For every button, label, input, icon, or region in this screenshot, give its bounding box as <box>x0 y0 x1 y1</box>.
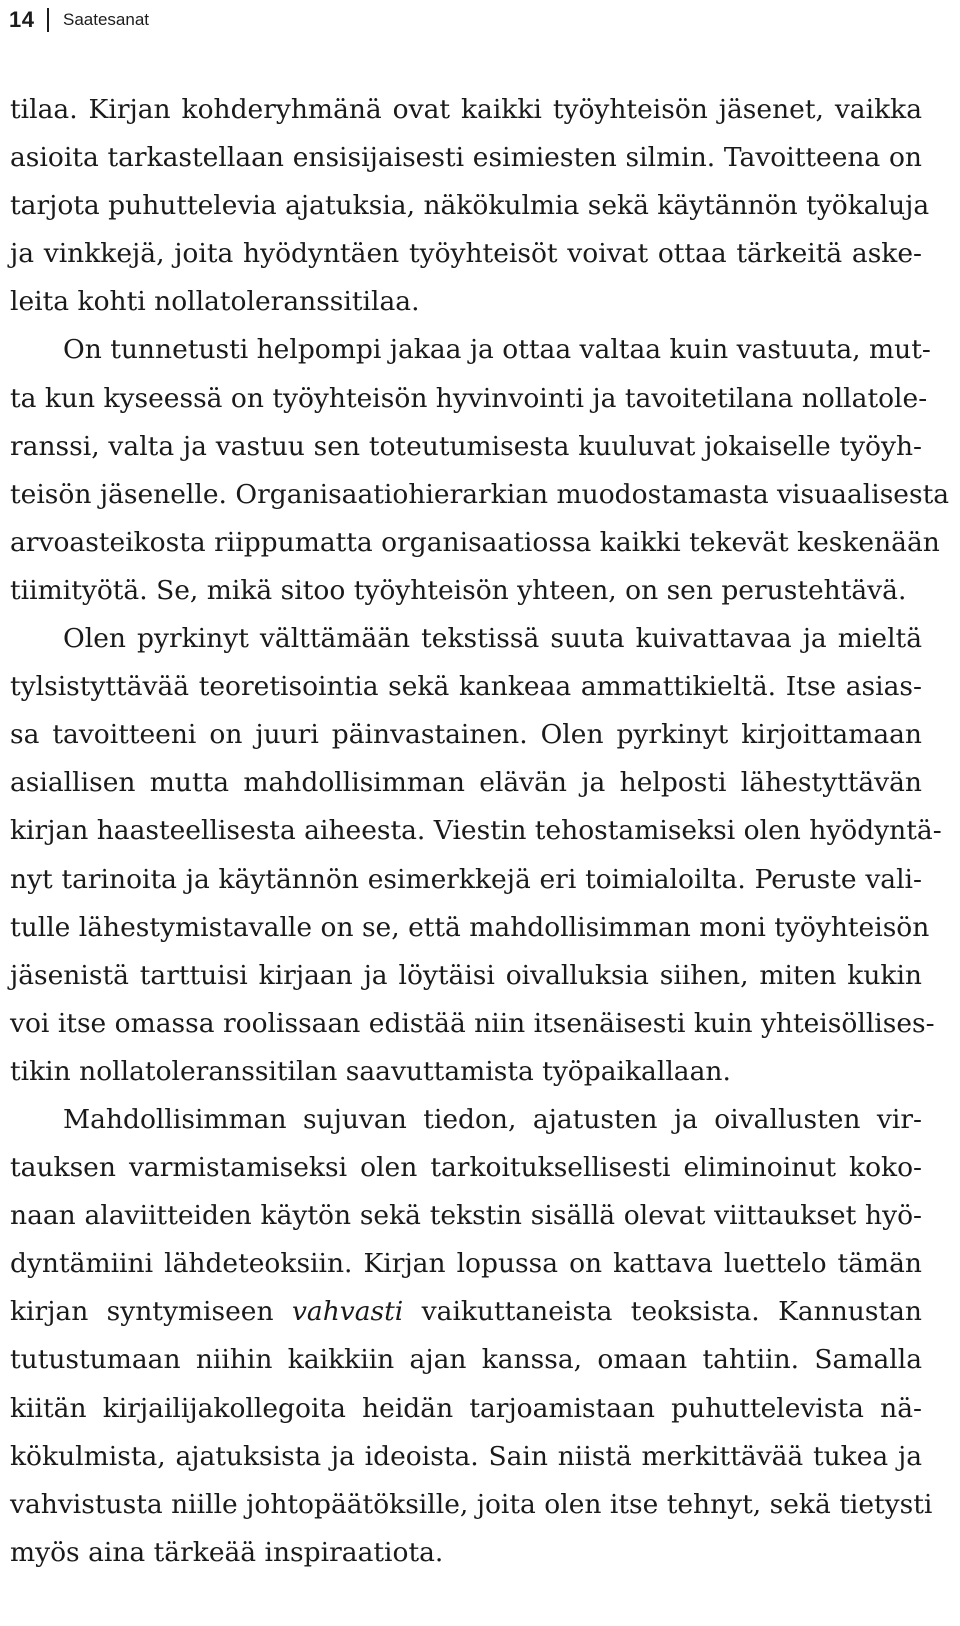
text-line: ta kun kyseessä on työyhteisön hyvinvointi ja tavoitetilana nollatole- <box>10 382 928 414</box>
body-text <box>10 86 950 1577</box>
text-line: kirjan haasteellisesta aiheesta. Viestin tehostamiseksi olen hyödyntä- <box>10 815 942 847</box>
text-fragment: vaikuttaneista teoksista. Kannustan <box>403 1296 922 1328</box>
text-line: Olen pyrkinyt välttämään tekstissä suuta kuivattavaa ja mieltä <box>63 623 922 655</box>
text-line: naan alaviitteiden käytön sekä tekstin sisällä olevat viittaukset hyö- <box>10 1200 922 1232</box>
text-line: myös aina tärkeää inspiraatiota. <box>10 1536 444 1568</box>
text-line-with-emphasis <box>10 1288 922 1336</box>
paragraph-4 <box>10 1096 933 1577</box>
paragraph-1 <box>10 86 930 326</box>
text-line: teisön jäsenelle. Organisaatiohierarkian muodostamasta visuaalisesta <box>10 478 950 510</box>
text-line: Mahdollisimman sujuvan tiedon, ajatusten ja oivallusten vir- <box>63 1103 922 1135</box>
text-fragment: kirjan syntymiseen <box>10 1296 292 1328</box>
page-header <box>9 4 149 36</box>
paragraph-3 <box>10 615 942 1096</box>
text-line: tylsistyttävää teoretisointia sekä kankeaa ammattikieltä. Itse asias- <box>10 671 922 703</box>
text-line: tauksen varmistamiseksi olen tarkoituksellisesti eliminoinut koko- <box>10 1152 922 1184</box>
text-line: tarjota puhuttelevia ajatuksia, näkökulmia sekä käytännön työkaluja <box>10 190 930 222</box>
text-line: tiimityötä. Se, mikä sitoo työyhteisön yhteen, on sen perustehtävä. <box>10 574 907 606</box>
text-line: asioita tarkastellaan ensisijaisesti esimiesten silmin. Tavoitteena on <box>10 142 922 174</box>
text-line: vahvistusta niille johtopäätöksille, joita olen itse tehnyt, sekä tietysti <box>10 1488 933 1520</box>
header-divider <box>47 8 49 32</box>
text-line: On tunnetusti helpompi jakaa ja ottaa valtaa kuin vastuuta, mut- <box>63 334 931 366</box>
text-line: tikin nollatoleranssitilan saavuttamista työpaikallaan. <box>10 1055 731 1087</box>
text-line: nyt tarinoita ja käytännön esimerkkejä eri toimialoilta. Peruste vali- <box>10 863 922 895</box>
text-line: ja vinkkejä, joita hyödyntäen työyhteisöt voivat ottaa tärkeitä aske- <box>10 238 922 270</box>
text-line: kiitän kirjailijakollegoita heidän tarjoamistaan puhuttelevista nä- <box>10 1392 922 1424</box>
paragraph-2 <box>10 326 950 615</box>
text-line: jäsenistä tarttuisi kirjaan ja löytäisi oivalluksia siihen, miten kukin <box>10 959 922 991</box>
text-line: tulle lähestymistavalle on se, että mahdollisimman moni työyhteisön <box>10 911 930 943</box>
text-line: arvoasteikosta riippumatta organisaatiossa kaikki tekevät keskenään <box>10 526 940 558</box>
text-line: kökulmista, ajatuksista ja ideoista. Sain niistä merkittävää tukea ja <box>10 1440 922 1472</box>
page-number: 14 <box>9 7 35 32</box>
text-line: tilaa. Kirjan kohderyhmänä ovat kaikki työyhteisön jäsenet, vaikka <box>10 94 922 125</box>
text-line: voi itse omassa roolissaan edistää niin itsenäisesti kuin yhteisöllises- <box>10 1007 935 1039</box>
text-line: asiallisen mutta mahdollisimman elävän ja helposti lähestyttävän <box>10 767 922 799</box>
running-head: Saatesanat <box>62 10 149 29</box>
text-line: sa tavoitteeni on juuri päinvastainen. Olen pyrkinyt kirjoittamaan <box>10 719 922 751</box>
text-line: dyntämiini lähdeteoksiin. Kirjan lopussa on kattava luettelo tämän <box>10 1248 922 1280</box>
text-line: ranssi, valta ja vastuu sen toteutumisesta kuuluvat jokaiselle työyh- <box>10 430 922 462</box>
text-line: tutustumaan niihin kaikkiin ajan kanssa, omaan tahtiin. Samalla <box>10 1344 922 1376</box>
text-line: leita kohti nollatoleranssitilaa. <box>10 286 420 318</box>
emphasized-word: vahvasti <box>291 1296 404 1328</box>
